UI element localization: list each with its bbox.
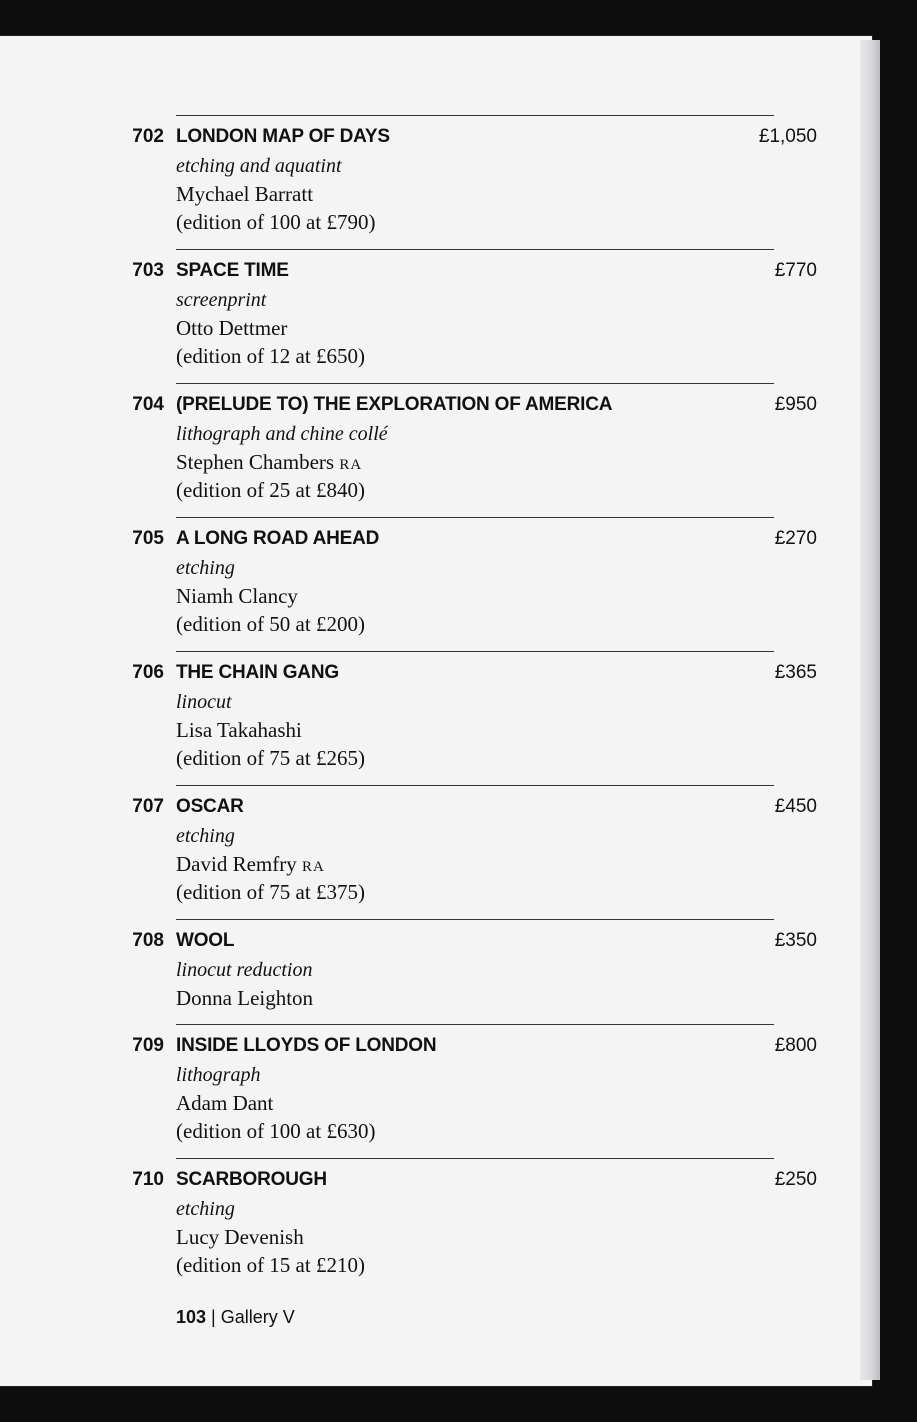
entry-artist: Lisa Takahashi <box>176 718 302 742</box>
divider-rule <box>176 785 774 786</box>
entry-price: £270 <box>774 528 817 549</box>
entry-price: £365 <box>774 662 817 683</box>
entry-number: 707 <box>132 796 164 817</box>
entry-edition: (edition of 75 at £375) <box>176 880 365 904</box>
entry-number: 702 <box>132 126 164 147</box>
entry-artist: Mychael Barratt <box>176 182 314 206</box>
entry-medium: screenprint <box>176 289 267 311</box>
entry-number: 703 <box>132 260 164 281</box>
entry-number: 705 <box>132 528 164 549</box>
entry-number: 706 <box>132 662 164 683</box>
entry-medium: etching <box>176 825 235 847</box>
entry-medium: etching <box>176 557 235 579</box>
entry-number: 704 <box>132 394 164 415</box>
entry-title: (PRELUDE TO) THE EXPLORATION OF AMERICA <box>176 394 613 415</box>
artist-honour: RA <box>301 859 325 875</box>
entry-number: 710 <box>132 1169 164 1190</box>
entry-medium: etching <box>176 1198 235 1220</box>
entry-medium: linocut <box>176 691 232 713</box>
entry-artist: Donna Leighton <box>176 986 314 1010</box>
entry-number: 709 <box>132 1035 164 1056</box>
entry-title: INSIDE LLOYDS OF LONDON <box>176 1035 437 1056</box>
divider-rule <box>176 1158 774 1159</box>
entry-edition: (edition of 12 at £650) <box>176 344 365 368</box>
artist-honour: RA <box>339 457 363 473</box>
entry-artist: Lucy Devenish <box>176 1225 304 1249</box>
entry-artist <box>176 852 325 877</box>
entry-edition: (edition of 15 at £210) <box>176 1253 365 1277</box>
page-number: 103 <box>176 1307 207 1327</box>
entry-price: £450 <box>774 796 817 817</box>
footer-separator: | <box>206 1307 221 1327</box>
entry-number: 708 <box>132 930 164 951</box>
entry-title: WOOL <box>176 930 235 951</box>
divider-rule <box>176 1024 774 1025</box>
entry-title: A LONG ROAD AHEAD <box>176 528 380 549</box>
section-name: Gallery V <box>220 1307 295 1327</box>
entry-artist <box>176 450 362 475</box>
entry-title: THE CHAIN GANG <box>176 662 339 683</box>
entry-price: £350 <box>774 930 817 951</box>
divider-rule <box>176 383 774 384</box>
entry-price: £250 <box>774 1169 817 1190</box>
entry-title: SCARBOROUGH <box>176 1169 327 1190</box>
entry-artist: Adam Dant <box>176 1091 274 1115</box>
entry-price: £1,050 <box>758 126 817 147</box>
entry-medium: lithograph <box>176 1064 261 1086</box>
divider-rule <box>176 249 774 250</box>
entry-title: LONDON MAP OF DAYS <box>176 126 390 147</box>
entry-edition: (edition of 100 at £630) <box>176 1119 376 1143</box>
entry-edition: (edition of 100 at £790) <box>176 210 376 234</box>
entry-artist: Otto Dettmer <box>176 316 288 340</box>
artist-name: David Remfry <box>176 852 297 876</box>
entry-title: SPACE TIME <box>176 260 289 281</box>
artist-name: Stephen Chambers <box>176 450 335 474</box>
entry-medium: lithograph and chine collé <box>176 423 388 445</box>
entry-price: £770 <box>774 260 817 281</box>
page-footer <box>176 1307 295 1328</box>
divider-rule <box>176 919 774 920</box>
entry-medium: linocut reduction <box>176 959 313 981</box>
entry-price: £950 <box>774 394 817 415</box>
entry-price: £800 <box>774 1035 817 1056</box>
entry-medium: etching and aquatint <box>176 155 342 177</box>
divider-rule <box>176 651 774 652</box>
entry-edition: (edition of 75 at £265) <box>176 746 365 770</box>
entry-edition: (edition of 25 at £840) <box>176 478 365 502</box>
entry-artist: Niamh Clancy <box>176 584 298 608</box>
entry-edition: (edition of 50 at £200) <box>176 612 365 636</box>
page-edge <box>860 40 880 1380</box>
divider-rule <box>176 115 774 116</box>
entry-title: OSCAR <box>176 796 244 817</box>
divider-rule <box>176 517 774 518</box>
